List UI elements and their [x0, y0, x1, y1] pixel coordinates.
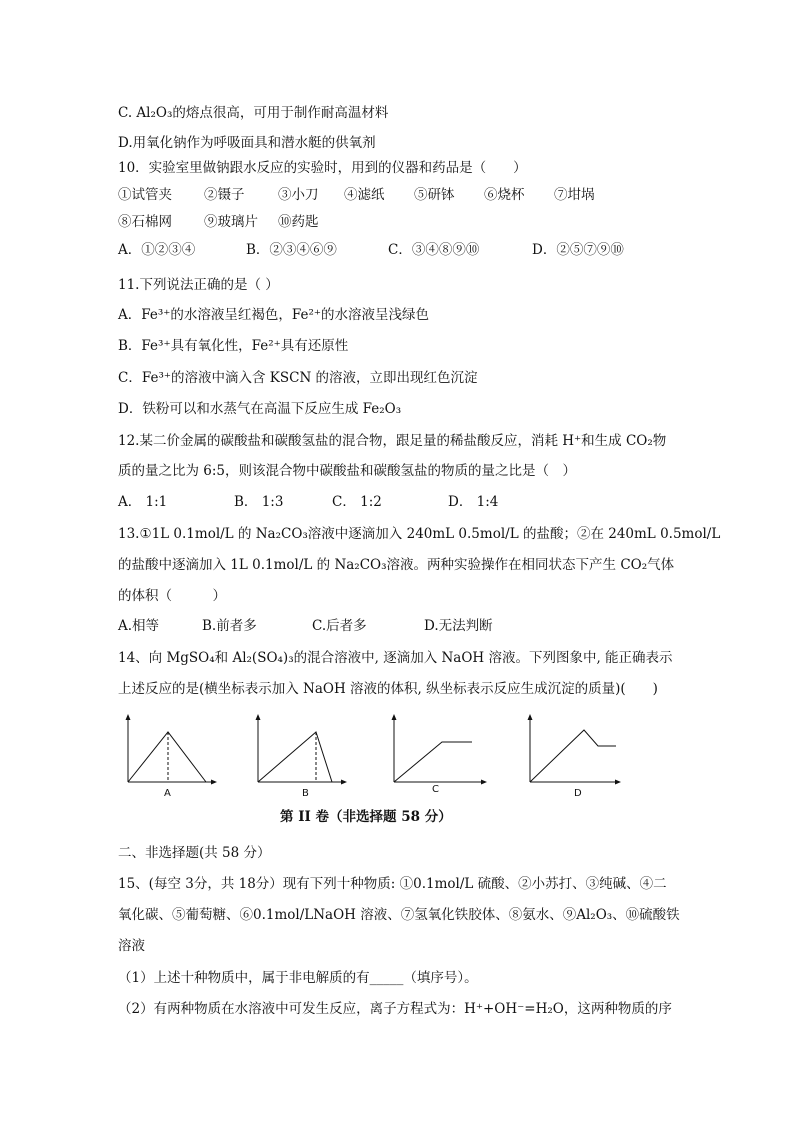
q15-subquestion-1: （1）上述十种物质中，属于非电解质的有_____（填序号）。	[118, 970, 478, 986]
q9-option-d: D.用氧化钠作为呼吸面具和潜水艇的供氧剂	[118, 135, 376, 151]
graph-d	[520, 712, 624, 792]
q12-stem-line2: 质的量之比为 6:5，则该混合物中碳酸盐和碳酸氢盐的物质的量之比是（ ）	[118, 463, 577, 479]
graph-b	[248, 712, 348, 792]
q14-stem-line1: 14、向 MgSO₄和 Al₂(SO₄)₃的混合溶液中, 逐滴加入 NaOH 溶液。下列图象中, 能正确表示	[118, 650, 673, 666]
q10-option-c: C．③④⑧⑨⑩	[388, 242, 480, 258]
section-title: 第 II 卷（非选择题 58 分）	[280, 809, 452, 825]
q12-option-a: A． 1:1	[118, 494, 168, 510]
graph-b-x-arrow	[341, 780, 347, 785]
q14-stem-line2: 上述反应的是(横坐标表示加入 NaOH 溶液的体积, 纵坐标表示反应生成沉淀的质量)( )	[118, 681, 658, 697]
part2-heading: 二、非选择题(共 58 分）	[118, 845, 271, 861]
graph-a	[118, 712, 218, 792]
graph-b-y-arrow	[256, 714, 261, 720]
q13-stem-line1: 13.①1L 0.1mol/L 的 Na₂CO₃溶液中逐滴加入 240mL 0.5mol/L 的盐酸；②在 240mL 0.5mol/L	[118, 526, 721, 542]
q10-item: ⑤研钵	[414, 187, 455, 203]
graph-d-x-arrow	[615, 780, 621, 785]
q11-option-d: D．铁粉可以和水蒸气在高温下反应生成 Fe₂O₃	[118, 401, 402, 417]
graph-a-label: A	[164, 788, 171, 799]
q10-option-a: A．①②③④	[118, 242, 196, 258]
graph-b-curve	[258, 732, 332, 782]
q15-stem-line3: 溶液	[118, 938, 145, 954]
graph-a-svg	[118, 712, 218, 792]
q10-option-d: D．②⑤⑦⑨⑩	[532, 242, 624, 258]
graph-d-label: D	[574, 788, 582, 799]
q13-option-b: B.前者多	[202, 618, 257, 634]
graph-d-curve	[530, 730, 616, 782]
q11-option-a: A．Fe³⁺的水溶液呈红褐色，Fe²⁺的水溶液呈浅绿色	[118, 307, 430, 323]
q11-option-c: C．Fe³⁺的溶液中滴入含 KSCN 的溶液，立即出现红色沉淀	[118, 370, 478, 386]
graph-c-y-arrow	[392, 714, 397, 720]
graph-c	[384, 712, 488, 792]
q13-option-c: C.后者多	[312, 618, 367, 634]
q10-item: ④滤纸	[344, 187, 385, 203]
q11-stem: 11.下列说法正确的是（ ）	[118, 277, 279, 293]
q15-stem-line1: 15、(每空 3分，共 18分）现有下列十种物质: ①0.1mol/L 硫酸、②小苏打、③纯碱、④二	[118, 876, 667, 892]
graph-b-label: B	[302, 788, 309, 799]
q10-item: ⑧石棉网	[118, 214, 172, 230]
q15-subquestion-2: （2）有两种物质在水溶液中可发生反应，离子方程式为：H⁺+OH⁻=H₂O，这两种物质的序	[118, 1001, 672, 1017]
q12-option-d: D． 1:4	[448, 494, 499, 510]
q10-item: ①试管夹	[118, 187, 172, 203]
graph-c-curve	[394, 742, 472, 782]
q10-item: ⑨玻璃片	[204, 214, 258, 230]
graph-d-svg	[520, 712, 624, 792]
graph-d-y-arrow	[528, 714, 533, 720]
q15-stem-line2: 氧化碳、⑤葡萄糖、⑥0.1mol/LNaOH 溶液、⑦氢氧化铁胶体、⑧氨水、⑨Al₂O₃、⑩硫酸铁	[118, 907, 680, 923]
q13-stem-line2: 的盐酸中逐滴加入 1L 0.1mol/L 的 Na₂CO₃溶液。两种实验操作在相同状态下产生 CO₂气体	[118, 557, 675, 573]
q13-stem-line3: 的体积（ ）	[118, 588, 226, 604]
q10-item: ⑩药匙	[278, 214, 319, 230]
q10-item: ②镊子	[204, 187, 245, 203]
graph-a-y-arrow	[126, 714, 131, 720]
q10-item: ③小刀	[278, 187, 319, 203]
q12-option-c: C． 1:2	[332, 494, 382, 510]
q12-option-b: B． 1:3	[234, 494, 284, 510]
q13-option-a: A.相等	[118, 618, 160, 634]
q11-option-b: B．Fe³⁺具有氧化性，Fe²⁺具有还原性	[118, 338, 349, 354]
graph-c-x-arrow	[481, 780, 487, 785]
graph-b-svg	[248, 712, 348, 792]
q13-option-d: D.无法判断	[424, 618, 493, 634]
q10-item: ⑥烧杯	[484, 187, 525, 203]
q9-option-c: C. Al₂O₃的熔点很高，可用于制作耐高温材料	[118, 105, 389, 121]
q12-stem-line1: 12.某二价金属的碳酸盐和碳酸氢盐的混合物，跟足量的稀盐酸反应，消耗 H⁺和生成 CO₂物	[118, 433, 667, 449]
q10-item: ⑦坩埚	[554, 187, 595, 203]
graph-c-label: C	[432, 784, 439, 795]
graph-a-curve	[128, 732, 206, 782]
q10-stem: 10．实验室里做钠跟水反应的实验时，用到的仪器和药品是（ ）	[118, 160, 527, 176]
graph-c-svg	[384, 712, 488, 792]
q10-option-b: B．②③④⑥⑨	[246, 242, 337, 258]
graph-a-x-arrow	[211, 780, 217, 785]
